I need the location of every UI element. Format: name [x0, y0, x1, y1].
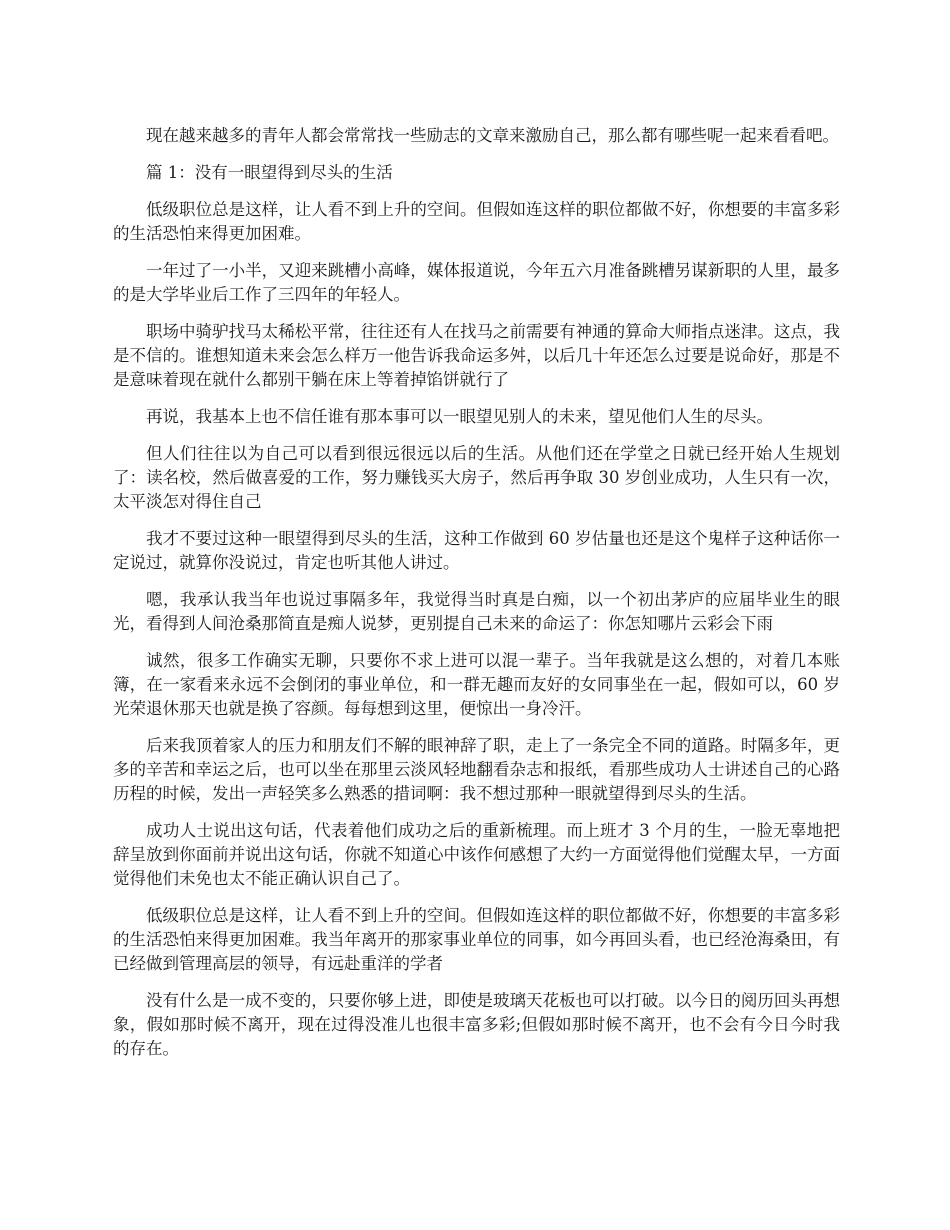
body-paragraph: 后来我顶着家人的压力和朋友们不解的眼神辞了职，走上了一条完全不同的道路。时隔多年，更多的辛苦和幸运之后，也可以坐在那里云淡风轻地翻看杂志和报纸，看那些成功人士讲述自己的心路历程的时候，发出一声轻笑多么熟悉的措词啊：我不想过那种一眼就望得到尽头的生活。: [113, 736, 840, 803]
document-page: [113, 124, 840, 1074]
body-paragraph: 诚然，很多工作确实无聊，只要你不求上进可以混一辈子。当年我就是这么想的，对着几本账簿，在一家看来永远不会倒闭的事业单位，和一群无趣而友好的女同事坐在一起，假如可以，60 岁光荣退休那天也就是换了容颜。每每想到这里，便惊出一身冷汗。: [113, 651, 840, 718]
body-paragraph: 职场中骑驴找马太稀松平常，往往还有人在找马之前需要有神通的算命大师指点迷津。这点，我是不信的。谁想知道未来会怎么样万一他告诉我命运多舛，以后几十年还怎么过要是说命好，那是不是意味着现在就什么都别干躺在床上等着掉馅饼就行了: [113, 322, 840, 389]
body-paragraph: 没有什么是一成不变的，只要你够上进，即使是玻璃天花板也可以打破。以今日的阅历回头再想象，假如那时候不离开，现在过得没准儿也很丰富多彩;但假如那时候不离开，也不会有今日今时我的存在。: [113, 991, 840, 1058]
body-paragraph: 一年过了一小半，又迎来跳槽小高峰，媒体报道说，今年五六月准备跳槽另谋新职的人里，最多的是大学毕业后工作了三四年的年轻人。: [113, 261, 840, 304]
body-paragraph: 但人们往往以为自己可以看到很远很远以后的生活。从他们还在学堂之日就已经开始人生规划了：读名校，然后做喜爱的工作，努力赚钱买大房子，然后再争取 30 岁创业成功，人生只有一次，太平淡怎对得住自己: [113, 444, 840, 511]
body-paragraph: 低级职位总是这样，让人看不到上升的空间。但假如连这样的职位都做不好，你想要的丰富多彩的生活恐怕来得更加困难。我当年离开的那家事业单位的同事，如今再回头看，也已经沧海桑田，有已经做到管理高层的领导，有远赴重洋的学者: [113, 906, 840, 973]
body-paragraph: 我才不要过这种一眼望得到尽头的生活，这种工作做到 60 岁估量也还是这个鬼样子这种话你一定说过，就算你没说过，肯定也听其他人讲过。: [113, 529, 840, 572]
section-heading: 篇 1：没有一眼望得到尽头的生活: [146, 163, 393, 182]
body-paragraph: 再说，我基本上也不信任谁有那本事可以一眼望见别人的未来，望见他们人生的尽头。: [146, 407, 773, 426]
intro-paragraph: 现在越来越多的青年人都会常常找一些励志的文章来激励自己，那么都有哪些呢一起来看看吧。: [146, 126, 839, 145]
body-paragraph: 低级职位总是这样，让人看不到上升的空间。但假如连这样的职位都做不好，你想要的丰富多彩的生活恐怕来得更加困难。: [113, 200, 840, 243]
body-paragraph: 嗯，我承认我当年也说过事隔多年，我觉得当时真是白痴，以一个初出茅庐的应届毕业生的眼光，看得到人间沧桑那简直是痴人说梦，更别提自己未来的命运了：你怎知哪片云彩会下雨: [113, 590, 840, 633]
body-paragraph: 成功人士说出这句话，代表着他们成功之后的重新梳理。而上班才 3 个月的生，一脸无辜地把辞呈放到你面前并说出这句话，你就不知道心中该作何感想了大约一方面觉得他们觉醒太早，一方面觉得他们未免也太不能正确认识自己了。: [113, 821, 840, 888]
